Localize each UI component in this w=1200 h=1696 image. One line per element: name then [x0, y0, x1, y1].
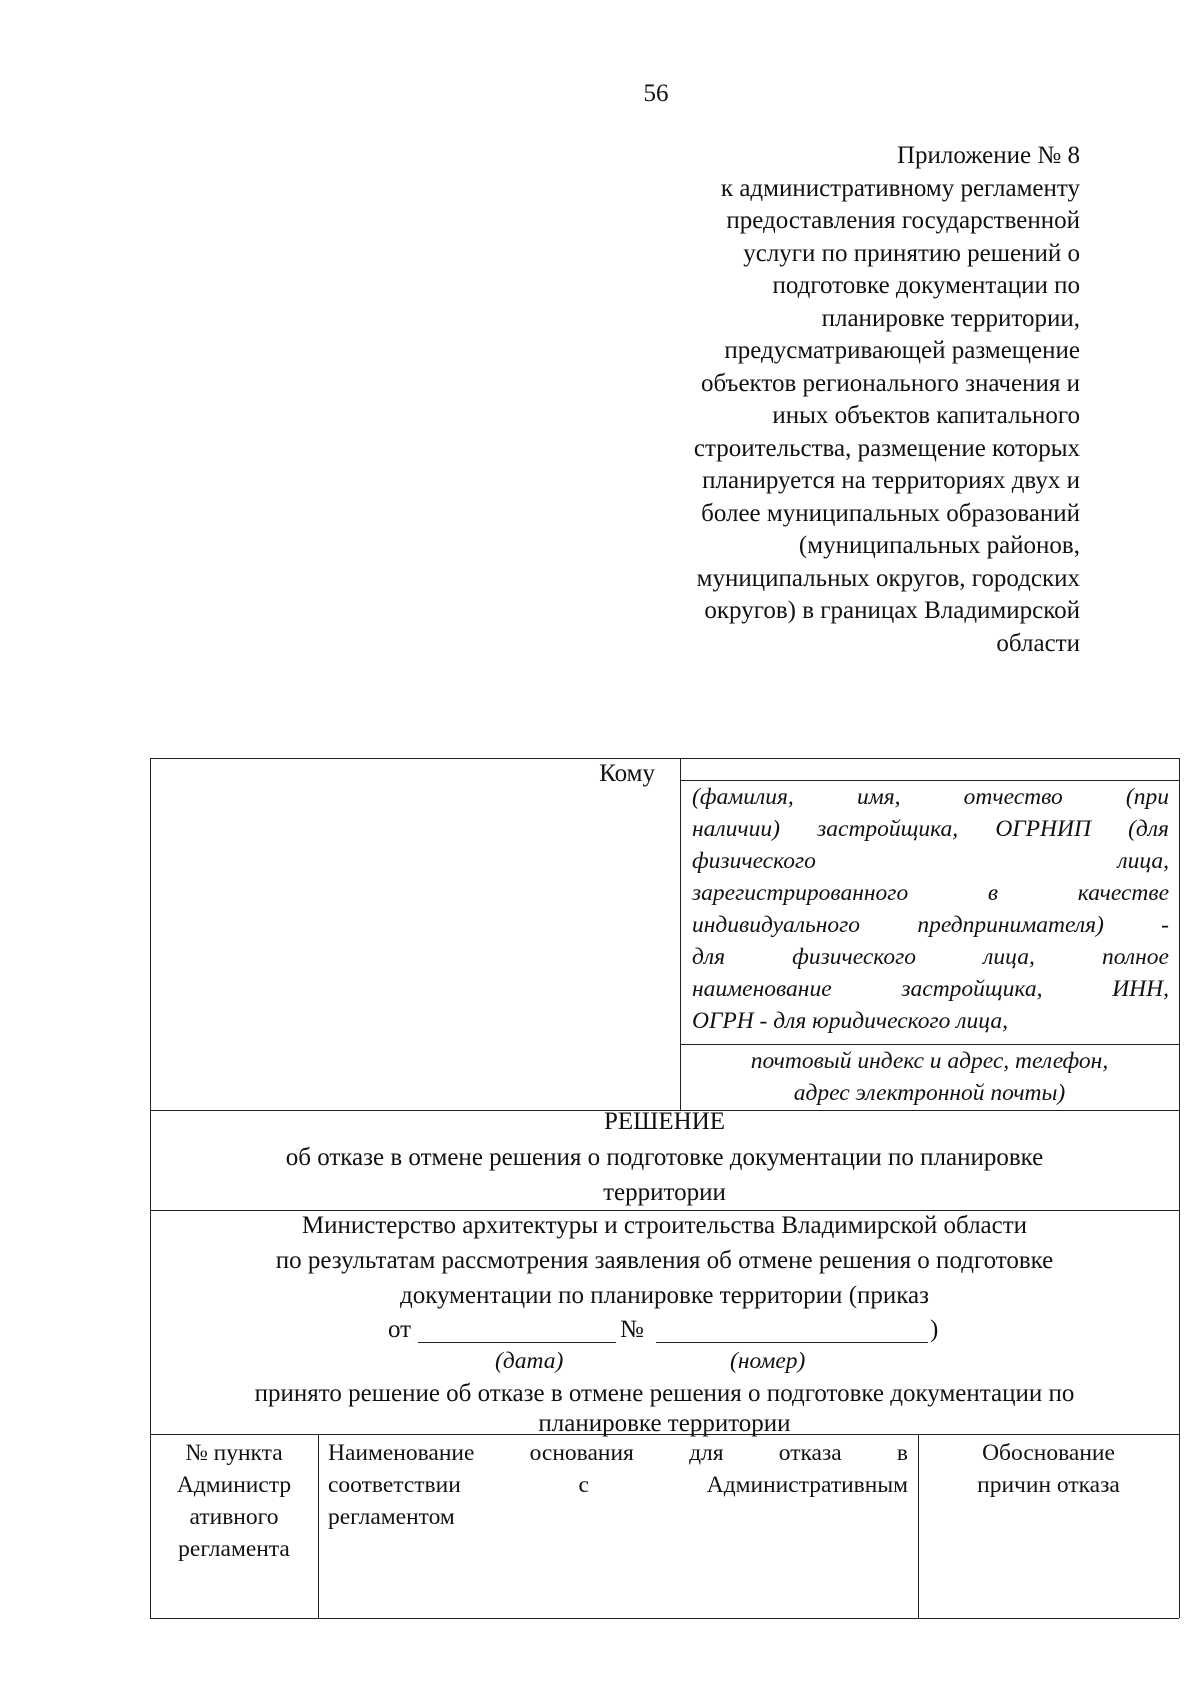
recipient-hint-line [692, 976, 1169, 1003]
recipient-contact-line [680, 1044, 1179, 1045]
date-hint: (дата) [495, 1348, 564, 1374]
hint-word: наличии) [692, 816, 780, 842]
hint-word: застройщика, [901, 976, 1043, 1002]
header-word: основания [529, 1440, 634, 1466]
body-line: Министерство архитектуры и строительства Владимирской области [301, 1212, 1028, 1239]
body-line: документации по планировке территории (приказ [399, 1282, 930, 1309]
number-blank [656, 1342, 928, 1343]
hint-word: ИНН, [1112, 976, 1169, 1002]
hint-word: застройщика, [817, 816, 959, 842]
body-line: планировке территории [538, 1410, 791, 1437]
contact-hint-line: адрес электронной почты) [793, 1080, 1066, 1106]
hint-word: физического [692, 848, 816, 874]
appendix-line: планируется на территориях двух и [702, 467, 1080, 494]
hint-word: ОГРНИП [995, 816, 1091, 842]
appendix-header [620, 140, 1080, 660]
body-line: по результатам рассмотрения заявления об отмене решения о подготовке [275, 1247, 1054, 1274]
header-word: с [578, 1472, 589, 1498]
recipient-hint-line [692, 912, 1169, 939]
hint-word: предпринимателя) [917, 912, 1104, 938]
appendix-line: предоставления государственной [726, 207, 1080, 234]
recipient-hint-line [692, 944, 1169, 971]
recipient-hint-line [692, 784, 1169, 811]
header-word: в [896, 1440, 908, 1466]
hint-word: (для [1128, 816, 1169, 842]
hint-word: (при [1125, 784, 1169, 810]
hint-word: зарегистрированного [692, 880, 909, 906]
header-word: для [689, 1440, 724, 1466]
appendix-line: округов) в границах Владимирской [704, 597, 1080, 624]
appendix-line: более муниципальных образований [701, 499, 1080, 527]
recipient-hint-line: ОГРН - для юридического лица, [692, 1008, 1008, 1034]
appendix-line: предусматривающей размещение [724, 337, 1080, 364]
body-line: принято решение об отказе в отмене решения о подготовке документации по [254, 1380, 1075, 1407]
from-label: от [388, 1316, 412, 1343]
date-blank [418, 1342, 616, 1343]
hint-word: лица, [1117, 848, 1169, 874]
table-header-item-number: Администр [176, 1472, 292, 1498]
table-header-item-number: регламента [178, 1536, 290, 1562]
decision-form [150, 758, 1179, 1618]
appendix-line: планировке территории, [821, 304, 1080, 332]
hint-word: в [987, 880, 999, 906]
hint-word: качестве [1077, 880, 1169, 906]
table-header-justification: причин отказа [977, 1472, 1120, 1498]
appendix-line: услуги по принятию решений о [743, 239, 1080, 267]
number-sign: № [620, 1316, 644, 1343]
form-border-bottom [150, 1618, 1179, 1619]
table-header-reason [328, 1472, 908, 1499]
header-word: соответствии [328, 1472, 461, 1498]
to-label: Кому [599, 760, 655, 787]
hint-word: (фамилия, [692, 784, 794, 810]
table-header-reason [328, 1440, 908, 1467]
hint-word: полное [1101, 944, 1169, 970]
appendix-line: иных объектов капитального [772, 402, 1080, 429]
page-number: 56 [643, 80, 669, 107]
table-header-item-number: № пункта [185, 1440, 283, 1466]
appendix-line: (муниципальных районов, [798, 532, 1080, 559]
hint-word: отчество [963, 784, 1063, 810]
hint-word: лица, [983, 944, 1035, 970]
decision-subtitle: об отказе в отмене решения о подготовке документации по планировке [285, 1144, 1044, 1171]
decision-subtitle: территории [603, 1179, 726, 1206]
close-paren: ) [930, 1316, 939, 1343]
form-border-top [150, 758, 1179, 759]
hint-word: физического [792, 944, 917, 970]
hint-word: - [1161, 912, 1169, 938]
recipient-hint-line [692, 880, 1169, 907]
appendix-line: к административному регламенту [720, 174, 1080, 202]
recipient-hint-line [692, 816, 1169, 843]
decision-title: РЕШЕНИЕ [603, 1108, 726, 1135]
appendix-line: муниципальных округов, городских [696, 564, 1080, 592]
table-header-reason: регламентом [328, 1504, 455, 1530]
table-header-justification: Обоснование [982, 1440, 1115, 1466]
appendix-line: строительства, размещение которых [693, 434, 1080, 462]
contact-hint-line: почтовый индекс и адрес, телефон, [750, 1048, 1109, 1074]
table-header-item-number: ативного [189, 1504, 279, 1530]
appendix-line: объектов регионального значения и [700, 369, 1080, 397]
hint-word: индивидуального [692, 912, 861, 938]
recipient-name-line [680, 780, 1179, 781]
hint-word: для [692, 944, 726, 970]
appendix-line: области [996, 629, 1080, 657]
appendix-line: Приложение № 8 [896, 142, 1080, 169]
number-hint: (номер) [730, 1348, 806, 1374]
hint-word: имя, [856, 784, 901, 810]
table-col-divider [318, 1434, 319, 1618]
header-word: Наименование [328, 1440, 475, 1466]
header-word: Административным [706, 1472, 908, 1498]
appendix-line: подготовке документации по [772, 272, 1080, 299]
header-word: отказа [778, 1440, 842, 1466]
row-divider [150, 1210, 1179, 1211]
hint-word: наименование [692, 976, 832, 1002]
recipient-hint-line [692, 848, 1169, 875]
form-border-right [1179, 758, 1180, 1618]
